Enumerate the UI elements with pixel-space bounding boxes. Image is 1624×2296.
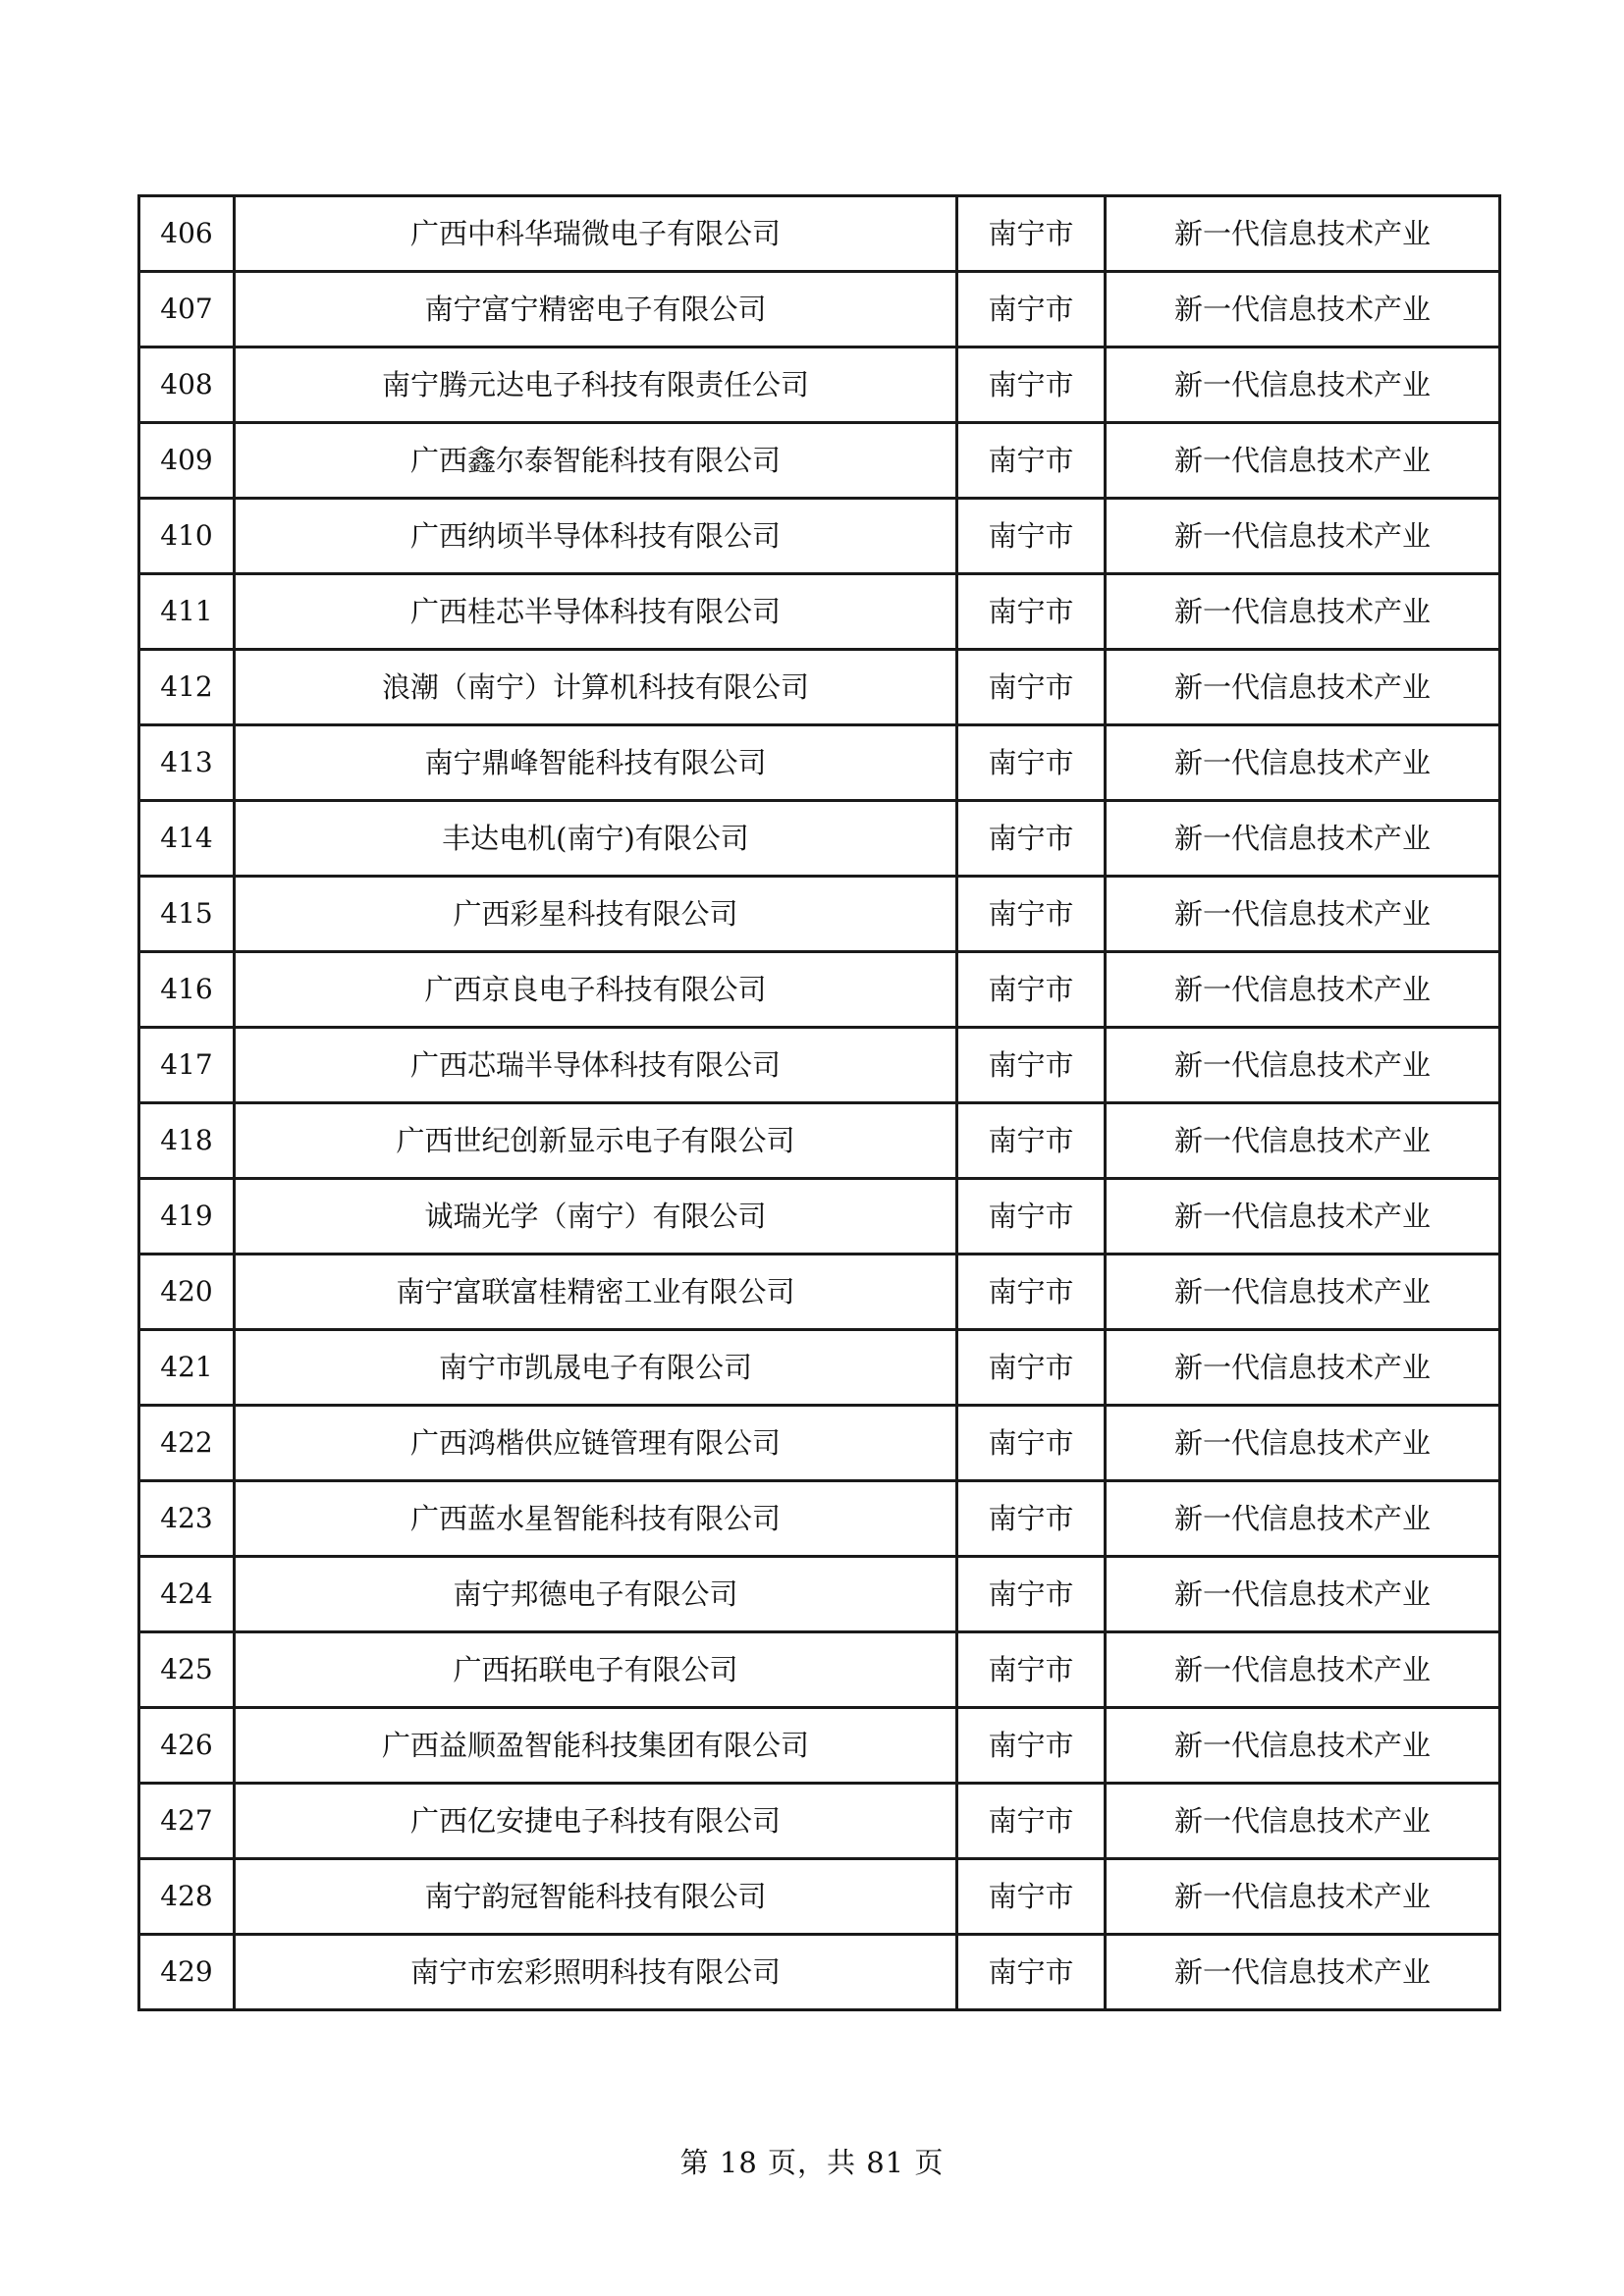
city-name: 南宁市 xyxy=(957,574,1106,650)
city-name: 南宁市 xyxy=(957,499,1106,574)
company-name: 丰达电机(南宁)有限公司 xyxy=(235,801,957,877)
table-row xyxy=(139,1481,1500,1557)
table-row xyxy=(139,1708,1500,1784)
table-row xyxy=(139,1784,1500,1859)
row-number: 412 xyxy=(139,650,235,725)
enterprise-table xyxy=(137,194,1501,2011)
company-name: 广西亿安捷电子科技有限公司 xyxy=(235,1784,957,1859)
industry-name: 新一代信息技术产业 xyxy=(1106,725,1500,801)
city-name: 南宁市 xyxy=(957,801,1106,877)
industry-name: 新一代信息技术产业 xyxy=(1106,347,1500,423)
row-number: 416 xyxy=(139,952,235,1028)
industry-name: 新一代信息技术产业 xyxy=(1106,1708,1500,1784)
industry-name: 新一代信息技术产业 xyxy=(1106,1557,1500,1632)
table-row xyxy=(139,1028,1500,1103)
row-number: 421 xyxy=(139,1330,235,1406)
row-number: 415 xyxy=(139,877,235,952)
row-number: 423 xyxy=(139,1481,235,1557)
table-row xyxy=(139,650,1500,725)
industry-name: 新一代信息技术产业 xyxy=(1106,1330,1500,1406)
company-name: 广西拓联电子有限公司 xyxy=(235,1632,957,1708)
city-name: 南宁市 xyxy=(957,1481,1106,1557)
industry-name: 新一代信息技术产业 xyxy=(1106,1481,1500,1557)
company-name: 南宁市宏彩照明科技有限公司 xyxy=(235,1935,957,2010)
city-name: 南宁市 xyxy=(957,1708,1106,1784)
city-name: 南宁市 xyxy=(957,1179,1106,1255)
row-number: 420 xyxy=(139,1255,235,1330)
table-row xyxy=(139,952,1500,1028)
row-number: 426 xyxy=(139,1708,235,1784)
table-row xyxy=(139,196,1500,272)
company-name: 浪潮（南宁）计算机科技有限公司 xyxy=(235,650,957,725)
industry-name: 新一代信息技术产业 xyxy=(1106,1632,1500,1708)
industry-name: 新一代信息技术产业 xyxy=(1106,1028,1500,1103)
row-number: 411 xyxy=(139,574,235,650)
industry-name: 新一代信息技术产业 xyxy=(1106,1179,1500,1255)
row-number: 410 xyxy=(139,499,235,574)
industry-name: 新一代信息技术产业 xyxy=(1106,1784,1500,1859)
company-name: 广西鸿楷供应链管理有限公司 xyxy=(235,1406,957,1481)
table-row xyxy=(139,725,1500,801)
city-name: 南宁市 xyxy=(957,952,1106,1028)
row-number: 422 xyxy=(139,1406,235,1481)
city-name: 南宁市 xyxy=(957,423,1106,499)
row-number: 413 xyxy=(139,725,235,801)
row-number: 429 xyxy=(139,1935,235,2010)
table-row xyxy=(139,499,1500,574)
company-name: 广西纳顷半导体科技有限公司 xyxy=(235,499,957,574)
industry-name: 新一代信息技术产业 xyxy=(1106,1406,1500,1481)
city-name: 南宁市 xyxy=(957,1406,1106,1481)
row-number: 419 xyxy=(139,1179,235,1255)
city-name: 南宁市 xyxy=(957,1028,1106,1103)
table-row xyxy=(139,801,1500,877)
company-name: 南宁韵冠智能科技有限公司 xyxy=(235,1859,957,1935)
city-name: 南宁市 xyxy=(957,1557,1106,1632)
company-name: 南宁鼎峰智能科技有限公司 xyxy=(235,725,957,801)
row-number: 427 xyxy=(139,1784,235,1859)
company-name: 广西蓝水星智能科技有限公司 xyxy=(235,1481,957,1557)
table-row xyxy=(139,272,1500,347)
city-name: 南宁市 xyxy=(957,196,1106,272)
company-name: 广西益顺盈智能科技集团有限公司 xyxy=(235,1708,957,1784)
industry-name: 新一代信息技术产业 xyxy=(1106,877,1500,952)
row-number: 407 xyxy=(139,272,235,347)
company-name: 南宁腾元达电子科技有限责任公司 xyxy=(235,347,957,423)
city-name: 南宁市 xyxy=(957,1935,1106,2010)
company-name: 广西桂芯半导体科技有限公司 xyxy=(235,574,957,650)
table-row xyxy=(139,574,1500,650)
city-name: 南宁市 xyxy=(957,1784,1106,1859)
table-row xyxy=(139,1632,1500,1708)
company-name: 南宁富联富桂精密工业有限公司 xyxy=(235,1255,957,1330)
city-name: 南宁市 xyxy=(957,877,1106,952)
table-row xyxy=(139,877,1500,952)
company-name: 广西中科华瑞微电子有限公司 xyxy=(235,196,957,272)
city-name: 南宁市 xyxy=(957,1255,1106,1330)
city-name: 南宁市 xyxy=(957,1330,1106,1406)
company-name: 广西京良电子科技有限公司 xyxy=(235,952,957,1028)
table-row xyxy=(139,1557,1500,1632)
city-name: 南宁市 xyxy=(957,347,1106,423)
industry-name: 新一代信息技术产业 xyxy=(1106,196,1500,272)
company-name: 南宁市凯晟电子有限公司 xyxy=(235,1330,957,1406)
company-name: 广西芯瑞半导体科技有限公司 xyxy=(235,1028,957,1103)
company-name: 南宁富宁精密电子有限公司 xyxy=(235,272,957,347)
industry-name: 新一代信息技术产业 xyxy=(1106,1935,1500,2010)
table-row xyxy=(139,1406,1500,1481)
table-row xyxy=(139,1935,1500,2010)
table-row xyxy=(139,423,1500,499)
enterprise-table-body xyxy=(139,196,1500,2010)
industry-name: 新一代信息技术产业 xyxy=(1106,423,1500,499)
industry-name: 新一代信息技术产业 xyxy=(1106,1255,1500,1330)
table-row xyxy=(139,1179,1500,1255)
row-number: 414 xyxy=(139,801,235,877)
industry-name: 新一代信息技术产业 xyxy=(1106,1859,1500,1935)
company-name: 广西世纪创新显示电子有限公司 xyxy=(235,1103,957,1179)
row-number: 417 xyxy=(139,1028,235,1103)
industry-name: 新一代信息技术产业 xyxy=(1106,499,1500,574)
company-name: 广西彩星科技有限公司 xyxy=(235,877,957,952)
table-row xyxy=(139,1330,1500,1406)
row-number: 424 xyxy=(139,1557,235,1632)
company-name: 诚瑞光学（南宁）有限公司 xyxy=(235,1179,957,1255)
row-number: 408 xyxy=(139,347,235,423)
company-name: 广西鑫尔泰智能科技有限公司 xyxy=(235,423,957,499)
company-name: 南宁邦德电子有限公司 xyxy=(235,1557,957,1632)
industry-name: 新一代信息技术产业 xyxy=(1106,952,1500,1028)
table-row xyxy=(139,1103,1500,1179)
industry-name: 新一代信息技术产业 xyxy=(1106,1103,1500,1179)
table-row xyxy=(139,1255,1500,1330)
row-number: 409 xyxy=(139,423,235,499)
industry-name: 新一代信息技术产业 xyxy=(1106,650,1500,725)
table-row xyxy=(139,347,1500,423)
city-name: 南宁市 xyxy=(957,1632,1106,1708)
city-name: 南宁市 xyxy=(957,1859,1106,1935)
industry-name: 新一代信息技术产业 xyxy=(1106,272,1500,347)
city-name: 南宁市 xyxy=(957,1103,1106,1179)
row-number: 428 xyxy=(139,1859,235,1935)
row-number: 418 xyxy=(139,1103,235,1179)
row-number: 425 xyxy=(139,1632,235,1708)
city-name: 南宁市 xyxy=(957,272,1106,347)
page-footer: 第 18 页，共 81 页 xyxy=(679,2146,945,2179)
table-row xyxy=(139,1859,1500,1935)
industry-name: 新一代信息技术产业 xyxy=(1106,801,1500,877)
city-name: 南宁市 xyxy=(957,650,1106,725)
city-name: 南宁市 xyxy=(957,725,1106,801)
row-number: 406 xyxy=(139,196,235,272)
industry-name: 新一代信息技术产业 xyxy=(1106,574,1500,650)
